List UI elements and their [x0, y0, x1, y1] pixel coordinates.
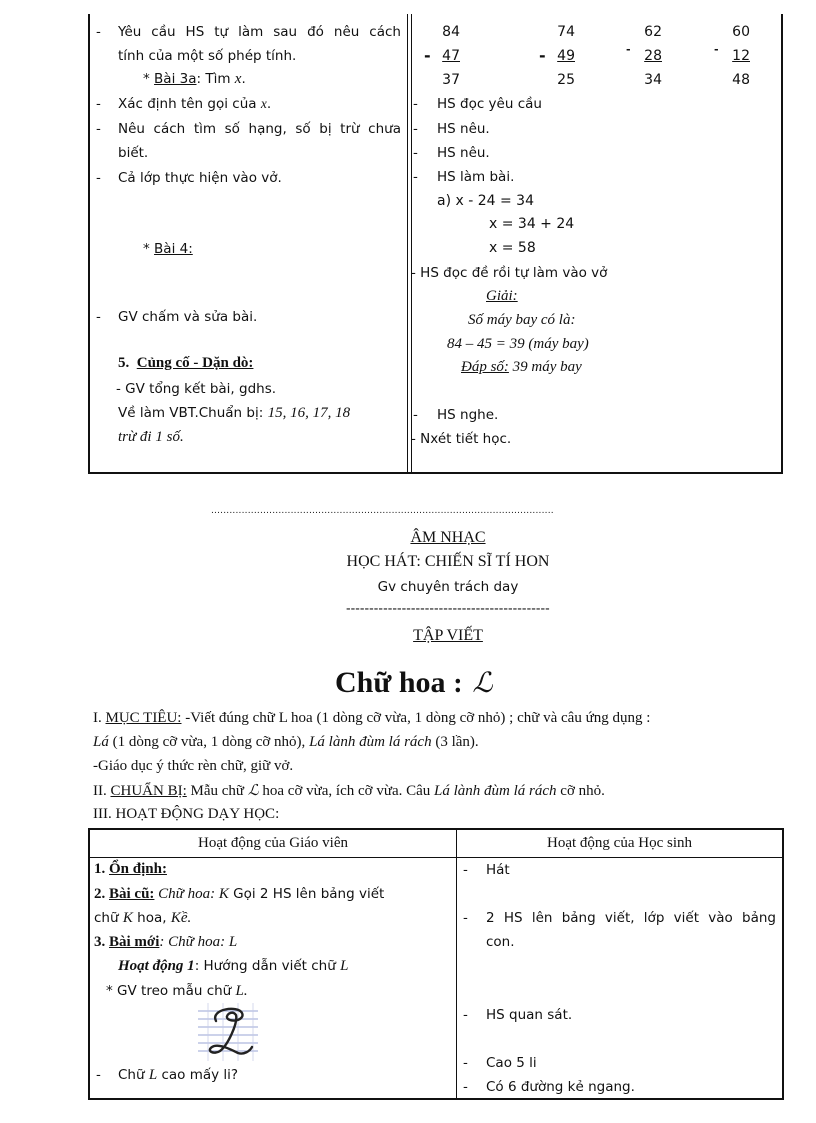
letter-k: K [122, 910, 133, 926]
student-activity: - HS đọc đề rồi tự làm vào vở [411, 265, 608, 281]
teacher-instruction: GV chấm và sửa bài. [118, 309, 258, 325]
music-title: ÂM NHẠC [410, 529, 486, 546]
instruction-text: * GV treo mẫu chữ [106, 983, 236, 999]
homework-cont: trừ đi 1 số. [118, 429, 184, 445]
table-divider [456, 830, 457, 1098]
objectives-line-2 [93, 734, 479, 751]
bullet: - [413, 145, 418, 161]
student-activity: - Nxét tiết học. [411, 431, 512, 447]
song-title: HỌC HÁT: CHIẾN SĨ TÍ HON [346, 553, 550, 570]
instruction-text: Xác định tên gọi của [118, 96, 261, 112]
step-2-cont [94, 910, 191, 927]
minuend: 60 [732, 24, 750, 40]
homework-text: Về làm VBT.Chuẩn bị: [118, 405, 268, 421]
subtrahend: 49 [557, 48, 575, 64]
step-text: hoa, [132, 910, 171, 926]
student-activity: HS đọc yêu cầu [437, 96, 542, 112]
student-response: Có 6 đường kẻ ngang. [486, 1079, 635, 1095]
student-response: Hát [486, 862, 510, 878]
word-ke: Kề. [170, 910, 192, 926]
variable-x: x [234, 71, 242, 87]
music-note: Gv chuyên trách day [377, 579, 519, 595]
bullet: - [413, 96, 418, 112]
student-activity: HS làm bài. [437, 169, 515, 185]
step-topic: : Chữ hoa: L [159, 934, 238, 950]
teacher-instruction: Yêu cầu HS tự làm sau đó nêu cách [118, 24, 401, 40]
wrap-up-label: Củng cố - Dặn dò: [136, 355, 254, 371]
exercise-4-label: Bài 4: [154, 241, 193, 257]
objectives-line-1 [93, 710, 650, 727]
bullet: - [463, 862, 468, 878]
objectives-text: -Viết đúng chữ L hoa (1 dòng cỡ vừa, 1 dòng cỡ nhỏ) ; chữ và câu ứng dụng : [181, 710, 651, 726]
difference: 34 [644, 72, 662, 88]
equation-line-1: a) x - 24 = 34 [437, 193, 534, 209]
activity-1 [118, 958, 348, 975]
objectives-text: (1 dòng cỡ vừa, 1 dòng cỡ nhỏ), [108, 734, 310, 750]
solution-calculation: 84 – 45 = 39 (máy bay) [447, 336, 589, 352]
word-la: Lá [93, 734, 109, 750]
teacher-instruction-cont: biết. [118, 145, 149, 161]
dash-separator: -------------------------------------------- [346, 600, 550, 615]
heading-text: Chữ hoa [335, 666, 446, 699]
variable-x: x [260, 96, 267, 111]
step-number: 2. [94, 886, 106, 902]
objectives-text: (3 lần). [431, 734, 479, 750]
section-number: I. [93, 710, 106, 726]
minuend: 84 [442, 24, 460, 40]
letter-l-sample-image [198, 1003, 258, 1061]
exercise-3a-label: Bài 3a [154, 71, 197, 87]
solution-answer [461, 359, 582, 376]
step-2 [94, 886, 384, 903]
teacher-instruction: Xác định tên gọi của x. [118, 96, 272, 112]
bullet: - [413, 407, 418, 423]
student-activity: HS nghe. [437, 407, 499, 423]
equation-line-3: x = 58 [489, 240, 536, 256]
lesson-heading [335, 666, 493, 700]
preparation-text: Mẫu chữ [186, 783, 248, 799]
step-topic: Chữ hoa: K [158, 886, 229, 902]
bullet: - [96, 1067, 101, 1083]
step-label: Bài mới [109, 934, 160, 950]
dotted-separator: ................................................................................................................ [211, 506, 554, 516]
solution-label: Giải: [486, 288, 518, 304]
step-text: Gọi 2 HS lên bảng viết [228, 886, 385, 902]
question-text: Chữ [118, 1067, 149, 1083]
preparation-text: hoa cỡ vừa, ích cỡ vừa. Câu [258, 783, 435, 799]
bullet: - [96, 121, 101, 137]
header-teacher: Hoạt động của Giáo viên [198, 835, 348, 851]
teacher-instruction: Cả lớp thực hiện vào vở. [118, 170, 282, 186]
letter-l: L. [235, 983, 248, 999]
gv-instruction [106, 983, 248, 1000]
heading-colon: : [453, 668, 463, 699]
objectives-label: MỤC TIÊU: [105, 710, 182, 726]
difference: 48 [732, 72, 750, 88]
minuend: 62 [644, 24, 662, 40]
bullet: - [463, 1079, 468, 1095]
bullet: - [413, 169, 418, 185]
student-activity: HS nêu. [437, 145, 490, 161]
step-1 [94, 861, 167, 878]
subtrahend: 12 [732, 48, 750, 64]
step-number: 3. [94, 934, 106, 950]
teacher-instruction-cont: tính của một số phép tính. [118, 48, 297, 64]
bullet: - [463, 910, 468, 926]
activity-label: Hoạt động 1 [118, 958, 195, 974]
step-3 [94, 934, 237, 951]
writing-title: TẬP VIẾT [413, 627, 483, 644]
subtrahend: 28 [644, 48, 662, 64]
preparation-label: CHUẨN BỊ: [110, 783, 187, 799]
preparation-text: cỡ nhỏ. [556, 783, 605, 799]
equation-line-2: x = 34 + 24 [489, 216, 575, 232]
teacher-instruction: Nêu cách tìm số hạng, số bị trừ chưa [118, 121, 401, 137]
section-number: II. [93, 783, 111, 799]
letter-l-glyph: ℒ [247, 781, 259, 799]
student-response: 2 HS lên bảng viết, lớp viết vào bảng [486, 910, 776, 926]
letter-l: L [148, 1067, 158, 1083]
step-text: chữ [94, 910, 123, 926]
solution-question: Số máy bay có là: [468, 312, 576, 328]
student-activity: HS nêu. [437, 121, 490, 137]
question-text: cao mấy li? [157, 1067, 239, 1083]
step-number: 1. [94, 861, 106, 877]
student-response-cont: con. [486, 934, 515, 950]
bullet: - [96, 309, 101, 325]
wrap-up-summary: - GV tổng kết bài, gdhs. [116, 381, 277, 397]
wrap-up-number: 5. [118, 355, 130, 371]
difference: 25 [557, 72, 575, 88]
wrap-up-heading [118, 355, 253, 372]
bullet: - [463, 1055, 468, 1071]
minus-sign: - [626, 43, 631, 56]
minus-sign: - [424, 46, 431, 65]
bullet: - [463, 1007, 468, 1023]
objectives-line-3: -Giáo dục ý thức rèn chữ, giữ vở. [93, 758, 294, 774]
bullet: - [96, 96, 101, 112]
step-label: Ổn định: [109, 861, 167, 877]
minus-sign: - [714, 43, 719, 56]
subtrahend: 47 [442, 48, 460, 64]
header-student: Hoạt động của Học sinh [547, 835, 692, 851]
exercise-4-heading: * Bài 4: [143, 241, 193, 257]
table-header-rule [90, 857, 782, 858]
letter-l-glyph: ℒ [472, 666, 493, 699]
practice-phrase: Lá lành đùm lá rách [434, 783, 557, 799]
practice-phrase: Lá lành đùm lá rách [309, 734, 432, 750]
preparation [93, 781, 605, 800]
bullet: - [96, 170, 101, 186]
exercise-3a-text: : Tìm [196, 71, 235, 87]
letter-l: L [340, 958, 349, 974]
difference: 37 [442, 72, 460, 88]
student-response: HS quan sát. [486, 1007, 573, 1023]
minus-sign: - [539, 46, 546, 65]
minuend: 74 [557, 24, 575, 40]
activities-heading: III. HOẠT ĐỘNG DẠY HỌC: [93, 806, 280, 822]
student-response: Cao 5 li [486, 1055, 537, 1071]
homework [118, 405, 350, 422]
bullet: - [413, 121, 418, 137]
step-label: Bài cũ: [109, 886, 155, 902]
answer-label: Đáp số: [461, 359, 509, 375]
answer-value: 39 máy bay [508, 359, 582, 375]
homework-lessons: 15, 16, 17, 18 [267, 405, 351, 421]
bullet: - [96, 24, 101, 40]
exercise-3a-heading: * Bài 3a: Tìm x. [143, 71, 246, 87]
question [118, 1067, 238, 1084]
activity-text: : Hướng dẫn viết chữ [194, 958, 341, 974]
